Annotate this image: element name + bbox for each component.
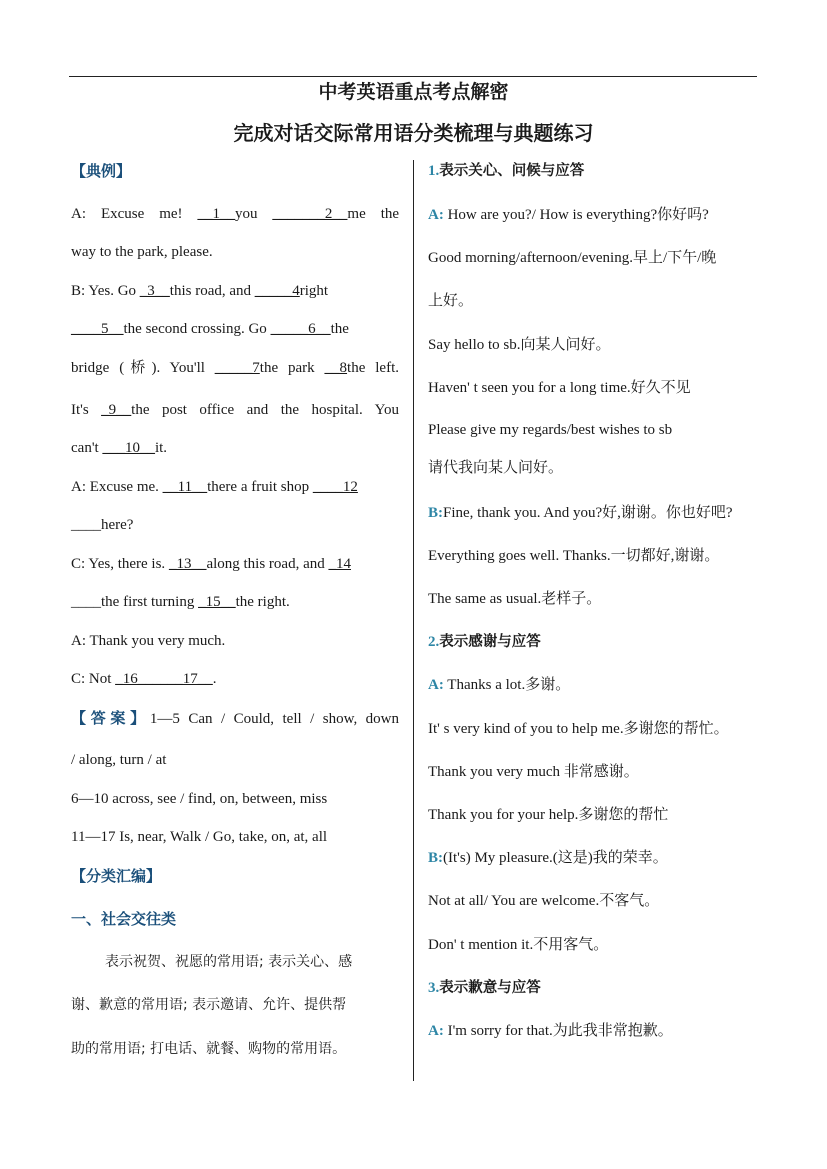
dialogue-line: C: Not _16______17__. <box>71 671 217 687</box>
phrase-line: A: Thanks a lot.多谢。 <box>428 677 571 693</box>
section-heading: 一、社会交往类 <box>71 910 177 928</box>
phrase-line: 上好。 <box>428 293 474 309</box>
dialogue-line: bridge (桥). You'll _____7the park __8the left. <box>71 360 399 376</box>
dialogue-line: B: Yes. Go _3__this road, and _____4right <box>71 283 329 299</box>
dialogue-line: It's _9__the post office and the hospital. You <box>71 402 399 418</box>
answer-heading: 【答案】 <box>71 709 150 727</box>
section-heading: 3.表示歉意与应答 <box>428 980 541 996</box>
phrase-line: Thank you very much 非常感谢。 <box>428 764 639 780</box>
dialogue-line: ____here? <box>71 517 134 533</box>
dialogue-line: A: Excuse me. __11__there a fruit shop ____12 <box>71 479 358 495</box>
example-heading: 【典例】 <box>71 162 132 180</box>
phrase-line: It' s very kind of you to help me.多谢您的帮忙。 <box>428 721 729 737</box>
phrase-line: Say hello to sb.向某人问好。 <box>428 337 611 353</box>
blank-8: __8 <box>324 360 348 376</box>
blank-6: _____6__ <box>270 321 331 337</box>
dialogue-line: can't ___10__it. <box>71 440 168 456</box>
dialogue-line: A: Thank you very much. <box>71 633 226 649</box>
blank-14: _14 <box>328 556 351 572</box>
paragraph-line: 谢、歉意的常用语; 表示邀请、允许、提供帮 <box>71 997 347 1013</box>
blank-16-17: _16______17__ <box>115 671 213 687</box>
dialogue-line: ____the first turning _15__the right. <box>71 594 290 610</box>
phrase-line: B:(It's) My pleasure.(这是)我的荣幸。 <box>428 850 668 866</box>
answer-line: 6—10 across, see / find, on, between, miss <box>71 791 328 807</box>
answer-line: / along, turn / at <box>71 752 167 768</box>
phrase-line: Good morning/afternoon/evening.早上/下午/晚 <box>428 250 717 266</box>
blank-1: __1__ <box>197 206 235 222</box>
blank-5: ____5__ <box>71 321 124 337</box>
dialogue-line: A: Excuse me! __1__you _______2__me the <box>71 206 400 222</box>
blank-10: ___10__ <box>102 440 155 456</box>
section-heading: 1.表示关心、问候与应答 <box>428 163 585 179</box>
blank-3: _3__ <box>139 283 170 299</box>
page-subtitle: 完成对话交际常用语分类梳理与典题练习 <box>233 121 594 145</box>
answer-line: 11—17 Is, near, Walk / Go, take, on, at, all <box>71 829 328 845</box>
blank-9: _9__ <box>101 402 132 418</box>
paragraph-line: 表示祝贺、祝愿的常用语; 表示关心、感 <box>105 954 353 970</box>
phrase-line: B:Fine, thank you. And you?好,谢谢。你也好吧? <box>428 505 733 521</box>
answer-line: 【答案】1—5 Can / Could, tell / show, down <box>71 709 399 727</box>
blank-4: _____4 <box>254 283 300 299</box>
category-heading: 【分类汇编】 <box>71 867 162 885</box>
dialogue-line: way to the park, please. <box>71 244 213 260</box>
blank-2: _______2__ <box>272 206 348 222</box>
blank-12: ____12 <box>312 479 358 495</box>
phrase-line: Haven' t seen you for a long time.好久不见 <box>428 380 691 396</box>
page-title: 中考英语重点考点解密 <box>318 81 509 103</box>
phrase-line: The same as usual.老样子。 <box>428 591 602 607</box>
phrase-line: A: How are you?/ How is everything?你好吗? <box>428 207 709 223</box>
blank-15: _15__ <box>198 594 236 610</box>
phrase-line: Thank you for your help.多谢您的帮忙 <box>428 807 669 823</box>
phrase-line: Not at all/ You are welcome.不客气。 <box>428 893 660 909</box>
phrase-line: A: I'm sorry for that.为此我非常抱歉。 <box>428 1023 673 1039</box>
paragraph-line: 助的常用语; 打电话、就餐、购物的常用语。 <box>71 1041 347 1057</box>
phrase-line: Don' t mention it.不用客气。 <box>428 937 609 953</box>
phrase-line: 请代我向某人问好。 <box>428 460 564 476</box>
top-rule <box>69 76 757 77</box>
blank-13: _13__ <box>168 556 207 572</box>
phrase-line: Everything goes well. Thanks.一切都好,谢谢。 <box>428 548 720 564</box>
blank-11: __11__ <box>162 479 208 495</box>
blank-7: _____7 <box>214 360 260 376</box>
phrase-line: Please give my regards/best wishes to sb <box>428 422 673 438</box>
section-heading: 2.表示感谢与应答 <box>428 634 541 650</box>
column-divider <box>413 160 414 1081</box>
dialogue-line: C: Yes, there is. _13__along this road, and _14 <box>71 556 351 572</box>
dialogue-line: ____5__the second crossing. Go _____6__the <box>71 321 349 337</box>
